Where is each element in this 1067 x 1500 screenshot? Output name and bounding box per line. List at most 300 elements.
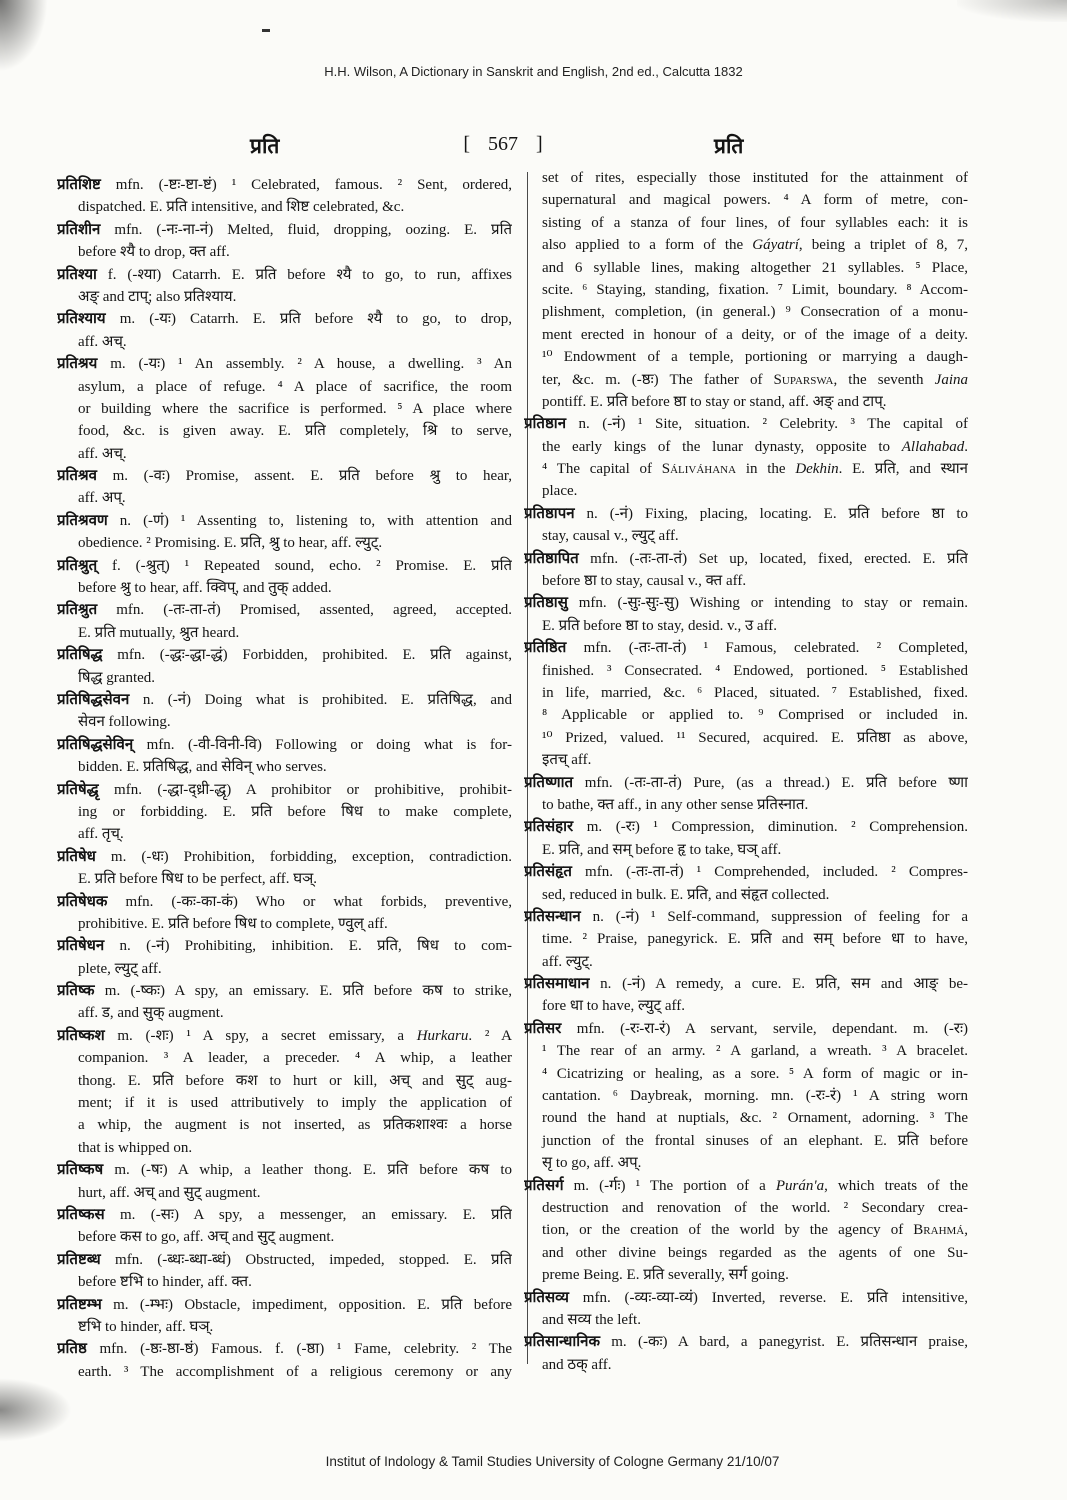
dictionary-entry <box>524 548 968 593</box>
entry-line <box>524 234 968 256</box>
headword: प्रतिषिद्ध <box>57 647 103 664</box>
entry-line <box>57 711 512 733</box>
entry-line <box>524 257 968 279</box>
entry-line <box>524 995 968 1017</box>
entry-text: ment; if it is used attributively to imply the application of <box>78 1095 512 1112</box>
entry-line <box>524 1063 968 1085</box>
entry-text: sisting of a stanza of four lines, of four syllables each: it is <box>542 214 968 231</box>
headword: प्रतिश्याय <box>57 311 106 328</box>
entry-first-line <box>524 548 968 570</box>
entry-first-line <box>57 935 512 957</box>
entry-text: pontiff. E. प्रति before ष्ठा to stay or stand, aff. अङ् and टाप्. <box>542 393 887 410</box>
dictionary-entry <box>57 1204 512 1249</box>
entry-text: dispatched. E. प्रति intensitive, and शिष्ट celebrated, &c. <box>78 199 405 216</box>
headword: प्रतिष्क <box>57 983 95 1000</box>
dictionary-entry <box>524 1331 968 1376</box>
entry-line <box>524 369 968 391</box>
entry-first-line <box>524 637 968 659</box>
entry-text: that is whipped on. <box>78 1139 193 1156</box>
entry-line <box>524 1130 968 1152</box>
dictionary-entry <box>57 465 512 510</box>
headword: प्रतिशीन <box>57 221 101 238</box>
entry-text: , which treats of the <box>824 1177 968 1194</box>
entry-text: aff. अच्. <box>78 333 127 350</box>
entry-text: E. प्रति before ष्ठा to stay, desid. v., उ aff. <box>542 617 778 634</box>
scan-shadow-top-left <box>0 0 48 72</box>
entry-line <box>57 1271 512 1293</box>
entry-text: इतच् aff. <box>542 752 592 769</box>
entry-line <box>524 1354 968 1376</box>
entry-first-line <box>524 503 968 525</box>
entry-text: tion, or the creation of the world by the agency of <box>542 1222 914 1239</box>
headword: प्रतिसर <box>524 1020 562 1037</box>
entry-text: aff. अप्. <box>78 490 126 507</box>
entry-text: food, &c. is given away. E. प्रति completely, श्रि to serve, <box>78 423 512 440</box>
entry-text: mfn. (-तः-ता-तं) Pure, (as a thread.) E. प्रति before ष्णा <box>584 774 968 791</box>
entry-first-line <box>57 510 512 532</box>
entry-line <box>524 660 968 682</box>
entry-first-line <box>57 353 512 375</box>
headword: प्रतिश्रव <box>57 468 97 485</box>
italic-term: Jaina <box>934 371 968 388</box>
headword: प्रतिसन्धान <box>524 908 581 925</box>
entry-line <box>524 525 968 547</box>
entry-line <box>57 286 512 308</box>
entry-line <box>57 376 512 398</box>
entry-line <box>524 570 968 592</box>
entry-text: fore धा to have, ल्युट् aff. <box>542 998 685 1015</box>
entry-line <box>524 794 968 816</box>
entry-line <box>57 1092 512 1114</box>
entry-line <box>524 1242 968 1264</box>
headword: प्रतिष्ठ <box>57 1341 87 1358</box>
entry-text: plishment, completion, (in general.) ⁹ Consecration of a monu- <box>542 304 968 321</box>
entry-text: mfn. (-कः-का-कं) Who or what forbids, preventive, <box>125 893 512 910</box>
entry-text: अङ् and टाप्; also प्रतिश्याय. <box>78 288 237 305</box>
entry-text: aff. अच्. <box>78 445 127 462</box>
headword: प्रतिष्कष <box>57 1162 104 1179</box>
dictionary-entry <box>57 689 512 734</box>
entry-first-line <box>524 816 968 838</box>
dictionary-entry <box>57 599 512 644</box>
italic-term: Gáyatrí <box>752 237 799 254</box>
entry-text: aff. ल्युट्. <box>542 953 593 970</box>
entry-first-line <box>524 592 968 614</box>
running-head-left: प्रति <box>250 133 280 158</box>
entry-line <box>524 951 968 973</box>
entry-first-line <box>57 1338 512 1360</box>
entry-first-line <box>57 779 512 801</box>
entry-text: ⁸ Applicable or applied to. ⁹ Comprised or included in. <box>542 707 968 724</box>
dictionary-entry <box>524 861 968 906</box>
italic-term: Dekhin <box>795 461 839 478</box>
entry-text: scite. ⁶ Staying, standing, fixation. ⁷ Limit, boundary. ⁸ Accom- <box>542 281 968 298</box>
entry-line <box>524 1107 968 1129</box>
entry-text: mfn. (-तः-ता-तं) ¹ Comprehended, included. ² Compres- <box>585 864 968 881</box>
entry-text: before श्यै to drop, क्त aff. <box>78 244 230 261</box>
dictionary-entry <box>57 644 512 689</box>
entry-text: mfn. (-तः-ता-तं) ¹ Famous, celebrated. ² Completed, <box>583 640 968 657</box>
italic-term: Allahabad <box>901 438 965 455</box>
entry-text: aff. ड, and सुक् augment. <box>78 1005 224 1022</box>
entry-text: or building where the sacrifice is performed. ⁵ A place where <box>78 400 512 417</box>
entry-line <box>57 1002 512 1024</box>
entry-text: ¹⁰ Endowment of a temple, portioning or marrying a daugh- <box>542 349 968 366</box>
headword: प्रतिषिद्धसेवन <box>57 691 130 708</box>
entry-line <box>524 189 968 211</box>
entry-first-line <box>57 1294 512 1316</box>
entry-text: ष्टभि to hinder, aff. घञ्. <box>78 1318 214 1335</box>
entry-line <box>524 167 968 189</box>
dictionary-entry <box>57 1338 512 1383</box>
entry-line <box>57 913 512 935</box>
dictionary-entry <box>57 1249 512 1294</box>
entry-text: and 6 syllable lines, making altogether 21 syllables. ⁵ Place, <box>542 259 968 276</box>
dictionary-entry <box>524 1175 968 1287</box>
headword: प्रतिष्ठान <box>524 416 567 433</box>
entry-text: n. (-नं) ¹ Self-command, suppression of feeling for a <box>592 908 968 925</box>
headword: प्रतिश्रवण <box>57 512 108 529</box>
entry-first-line <box>57 689 512 711</box>
entry-text: m. (-यः) Catarrh. E. प्रति before श्यै to go, to drop, <box>119 311 512 328</box>
entry-text: mfn. (-वी-विनी-वि) Following or doing what is for- <box>146 736 512 753</box>
entry-text: m. (-कः) A bard, a panegyrist. E. प्रतिसन्धान praise, <box>611 1334 968 1351</box>
entry-text: set of rites, especially those instituted for the attainment of <box>542 170 968 186</box>
dictionary-entry <box>57 779 512 846</box>
entry-line <box>524 301 968 323</box>
entry-line <box>524 1309 968 1331</box>
entry-line <box>524 279 968 301</box>
entry-text: mfn. (-तः-ता-तं) Promised, assented, agreed, accepted. <box>116 602 512 619</box>
entry-line <box>524 704 968 726</box>
digitization-credit: Institut of Indology & Tamil Studies University of Cologne Germany 21/10/07 <box>325 1454 780 1469</box>
headword: प्रतिषेद्धृ <box>57 781 99 798</box>
headword: प्रतिश्रय <box>57 356 98 373</box>
entry-line <box>524 682 968 704</box>
entry-text: n. (-नं) ¹ Site, situation. ² Celebrity. ³ The capital of <box>578 416 968 433</box>
entry-text: m. (-र्गः) ¹ The portion of a <box>573 1177 776 1194</box>
entry-text: mfn. (-नः-ना-नं) Melted, fluid, dropping, oozing. E. प्रति <box>114 221 512 238</box>
entry-line <box>57 823 512 845</box>
entry-text: mfn. (-सुः-सुः-सु) Wishing or intending to stay or remain. <box>578 595 968 612</box>
dictionary-entry <box>524 816 968 861</box>
entry-text: prohibitive. E. प्रति before षिध to complete, ण्वुल् aff. <box>78 915 388 932</box>
entry-text: cantation. ⁶ Daybreak, morning. mn. (-रः-रं) ¹ A string worn <box>542 1088 968 1105</box>
entry-line <box>524 839 968 861</box>
entry-text: the early kings of the lunar dynasty, opposite to <box>542 438 902 455</box>
headword: प्रतिषेधक <box>57 893 108 910</box>
left-column <box>57 174 512 1383</box>
headword: प्रतिसान्धानिक <box>524 1334 600 1351</box>
right-column <box>524 167 968 1376</box>
entry-text: finished. ³ Consecrated. ⁴ Endowed, portioned. ⁵ Established <box>542 662 968 679</box>
entry-text: and सव्य the left. <box>542 1311 641 1328</box>
entry-text: plete, ल्युट् aff. <box>78 960 162 977</box>
entry-text: before कस to go, aff. अच् and सुट् augment. <box>78 1229 335 1246</box>
scan-shadow-bottom-left <box>0 1378 72 1442</box>
entry-text: n. (-नं) Prohibiting, inhibition. E. प्रति, षिध to com- <box>119 938 512 955</box>
entry-line <box>57 196 512 218</box>
entry-first-line <box>57 219 512 241</box>
entry-line <box>524 458 968 480</box>
dictionary-entry <box>524 772 968 817</box>
entry-first-line <box>524 772 968 794</box>
entry-line <box>57 667 512 689</box>
entry-line <box>57 622 512 644</box>
entry-first-line <box>57 734 512 756</box>
entry-line <box>57 331 512 353</box>
source-citation: H.H. Wilson, A Dictionary in Sanskrit and English, 2nd ed., Calcutta 1832 <box>324 64 743 79</box>
entry-text: , being a triplet of 8, 7, <box>798 237 968 254</box>
entry-first-line <box>57 980 512 1002</box>
entry-text: . ² A <box>468 1027 512 1044</box>
entry-line <box>524 749 968 771</box>
continued-entry <box>524 167 968 413</box>
headword: प्रतिश्रुत् <box>57 557 98 574</box>
entry-first-line <box>57 555 512 577</box>
italic-term: Hurkaru <box>416 1027 469 1044</box>
entry-first-line <box>57 1249 512 1271</box>
entry-text: round the hand at nuptials, &c. ² Ornament, adorning. ³ The <box>542 1110 968 1127</box>
entry-text: m. (-वः) Promise, assent. E. प्रति before श्रु to hear, <box>112 468 512 485</box>
entry-line <box>57 1182 512 1204</box>
dictionary-entry <box>524 503 968 548</box>
entry-text: E. प्रति, and सम् before हृ to take, घञ् aff. <box>542 841 782 858</box>
entry-text: mfn. (-ब्धः-ब्धा-ब्धं) Obstructed, impeded, stopped. E. प्रति <box>115 1251 512 1268</box>
entry-text: n. (-नं) Doing what is prohibited. E. प्रतिषिद्ध, and <box>142 691 512 708</box>
entry-text: mfn. (-द्धः-द्धा-द्धं) Forbidden, prohibited. E. प्रति against, <box>117 647 512 664</box>
entry-first-line <box>524 1331 968 1353</box>
dictionary-entry <box>57 308 512 353</box>
dictionary-entry <box>524 592 968 637</box>
entry-first-line <box>524 973 968 995</box>
entry-first-line <box>57 846 512 868</box>
entry-first-line <box>57 1025 512 1047</box>
entry-text: f. (-श्या) Catarrh. E. प्रति before श्यै to go, to run, affixes <box>107 266 512 283</box>
entry-text: ⁴ Cicatrizing or healing, as a sore. ⁵ A form of magic or in- <box>542 1065 968 1082</box>
entry-line <box>57 801 512 823</box>
entry-text: m. (-षः) A whip, a leather thong. E. प्रति before कष to <box>114 1162 512 1179</box>
entry-line <box>524 436 968 458</box>
entry-text: stay, causal v., ल्युट् aff. <box>542 528 679 545</box>
dictionary-entry <box>57 980 512 1025</box>
dictionary-entry <box>57 891 512 936</box>
headword: प्रतिश्या <box>57 266 97 283</box>
entry-line <box>57 577 512 599</box>
entry-line <box>524 391 968 413</box>
entry-text: m. (-म्भः) Obstacle, impediment, opposition. E. प्रति before <box>113 1296 512 1313</box>
entry-first-line <box>57 891 512 913</box>
entry-text: obedience. ² Promising. E. प्रति, श्रु to hear, aff. ल्युट्. <box>78 535 383 552</box>
entry-text: a whip, the augment is not inserted, as प्रतिकशाश्वः a horse <box>78 1117 512 1134</box>
entry-text: . E. प्रति, and स्थान <box>838 461 968 478</box>
headword: प्रतिसंहृत <box>524 864 572 881</box>
entry-text: junction of the frontal sinuses of an elephant. E. प्रति before <box>542 1132 968 1149</box>
entry-text: n. (-नं) A remedy, a cure. E. प्रति, सम and आङ् be- <box>600 976 968 993</box>
entry-line <box>57 487 512 509</box>
dictionary-entry <box>57 174 512 219</box>
entry-text: E. प्रति before षिध to be perfect, aff. घञ्. <box>78 871 318 888</box>
entry-text: destruction and renovation of the world. ² Secondary crea- <box>542 1199 968 1216</box>
entry-text: asylum, a place of refuge. ⁴ A place of sacrifice, the room <box>78 378 512 395</box>
entry-text: n. (-णं) ¹ Assenting to, listening to, with attention and <box>119 512 512 529</box>
small-caps-name: Brahmá <box>913 1222 965 1239</box>
entry-line <box>57 443 512 465</box>
headword: प्रतिष्कस <box>57 1206 105 1223</box>
entry-text: m. (-शः) ¹ A spy, a secret emissary, a <box>117 1027 417 1044</box>
headword: प्रतिषिद्धसेविन् <box>57 736 134 753</box>
entry-line <box>524 727 968 749</box>
entry-text: सृ to go, aff. अप्. <box>542 1155 642 1172</box>
dictionary-entry <box>57 734 512 779</box>
entry-text: in the <box>736 461 796 478</box>
entry-first-line <box>524 413 968 435</box>
entry-line <box>57 1070 512 1092</box>
entry-line <box>57 532 512 554</box>
entry-line <box>524 928 968 950</box>
dictionary-entry <box>57 353 512 465</box>
entry-text: and ठक् aff. <box>542 1356 612 1373</box>
entry-text: षिद्ध granted. <box>78 669 156 686</box>
page-number: [ 567 ] <box>463 133 543 155</box>
headword: प्रतिष्ठापित <box>524 550 579 567</box>
dictionary-entry <box>57 1294 512 1339</box>
entry-first-line <box>57 644 512 666</box>
entry-text: mfn. (-द्धा-द्ध्री-द्धृ) A prohibitor or prohibitive, prohibit- <box>114 781 512 798</box>
scan-shadow-top-right <box>957 0 1067 22</box>
entry-text: f. (-श्रुत्) ¹ Repeated sound, echo. ² Promise. E. प्रति <box>112 557 512 574</box>
entry-text: m. (-ष्कः) A spy, an emissary. E. प्रति before कष to strike, <box>104 983 512 1000</box>
entry-first-line <box>57 1159 512 1181</box>
entry-text: ¹ The rear of an army. ² A garland, a wreath. ³ A bracelet. <box>542 1043 968 1060</box>
headword: प्रतिषेध <box>57 848 96 865</box>
entry-text: in life, married, &c. ⁶ Placed, situated. ⁷ Established, fixed. <box>542 684 968 701</box>
entry-line <box>57 756 512 778</box>
entry-first-line <box>57 1204 512 1226</box>
dictionary-entry <box>57 264 512 309</box>
entry-line <box>57 420 512 442</box>
entry-text: ⁴ The capital of <box>542 461 662 478</box>
entry-line <box>524 1264 968 1286</box>
entry-line <box>57 1226 512 1248</box>
entry-line <box>57 1047 512 1069</box>
entry-text: aff. तृच्. <box>78 826 124 843</box>
entry-text: sed, reduced in bulk. E. प्रति, and संहृत collected. <box>542 886 830 903</box>
entry-text: preme Being. E. प्रति severally, सर्ग going. <box>542 1267 789 1284</box>
headword: प्रतिसमाधान <box>524 976 590 993</box>
entry-line <box>57 958 512 980</box>
entry-line <box>524 346 968 368</box>
entry-text: time. ² Praise, panegyrick. E. प्रति and सम् before धा to have, <box>542 931 968 948</box>
dictionary-entry <box>57 510 512 555</box>
entry-text: earth. ³ The accomplishment of a religious ceremony or any <box>78 1363 512 1380</box>
entry-line <box>57 1137 512 1159</box>
entry-line <box>524 615 968 637</box>
entry-first-line <box>57 465 512 487</box>
running-head-right: प्रति <box>714 133 744 158</box>
headword: प्रतिष्टम्भ <box>57 1296 102 1313</box>
entry-text: E. प्रति mutually, श्रुत heard. <box>78 624 240 641</box>
entry-text: mfn. (-तः-ता-तं) Set up, located, fixed, erected. E. प्रति <box>590 550 968 567</box>
entry-text: hurt, aff. अच् and सुट् augment. <box>78 1184 261 1201</box>
entry-first-line <box>57 174 512 196</box>
entry-text: . <box>964 438 968 455</box>
entry-text: m. (-धः) Prohibition, forbidding, exception, contradiction. <box>110 848 512 865</box>
entry-line <box>524 1219 968 1241</box>
entry-line <box>57 398 512 420</box>
dictionary-entry <box>57 1159 512 1204</box>
dictionary-entry <box>524 1018 968 1175</box>
entry-text: before श्रु to hear, aff. क्विप्, and तुक् added. <box>78 580 332 597</box>
entry-first-line <box>524 906 968 928</box>
entry-text: ter, &c. m. (-ष्ठः) The father of <box>542 371 774 388</box>
entry-line <box>524 1152 968 1174</box>
entry-text: n. (-नं) Fixing, placing, locating. E. प्रति before ष्ठा to <box>586 505 968 522</box>
entry-line <box>524 1197 968 1219</box>
entry-first-line <box>57 264 512 286</box>
dictionary-entry <box>524 413 968 503</box>
small-caps-name: Sáliváhana <box>661 461 737 478</box>
entry-text: mfn. (-ष्ठः-ष्ठा-ष्ठं) Famous. f. (-ष्ठा) ¹ Fame, celebrity. ² The <box>99 1341 512 1358</box>
headword: प्रतिष्कश <box>57 1027 105 1044</box>
headword: प्रतिश्रुत <box>57 602 98 619</box>
entry-text: companion. ³ A leader, a preceder. ⁴ A whip, a leather <box>78 1050 512 1067</box>
dictionary-entry <box>57 1025 512 1159</box>
dictionary-entry <box>57 935 512 980</box>
entry-first-line <box>57 308 512 330</box>
entry-text: thong. E. प्रति before कश to hurt or kill, अच् and सुट् aug- <box>78 1072 512 1089</box>
italic-term: Purán'a <box>775 1177 825 1194</box>
entry-first-line <box>524 1287 968 1309</box>
entry-text: mfn. (-व्यः-व्या-व्यं) Inverted, reverse. E. प्रति intensitive, <box>582 1289 968 1306</box>
headword: प्रतिष्ठापन <box>524 505 575 522</box>
entry-line <box>57 868 512 890</box>
headword: प्रतिसर्ग <box>524 1177 564 1194</box>
headword: प्रतिषेधन <box>57 938 105 955</box>
entry-text: supernatural and magical powers. ⁴ A form of metre, con- <box>542 192 968 209</box>
entry-first-line <box>57 599 512 621</box>
dictionary-entry <box>524 637 968 771</box>
entry-text: bidden. E. प्रतिषिद्ध, and सेविन् who serves. <box>78 759 327 776</box>
entry-line <box>57 1361 512 1383</box>
headword: प्रतिशिष्ट <box>57 177 101 193</box>
headword: प्रतिसव्य <box>524 1289 569 1306</box>
entry-line <box>524 324 968 346</box>
headword: प्रतिष्ठासु <box>524 595 568 612</box>
entry-line <box>57 1316 512 1338</box>
entry-line <box>524 1040 968 1062</box>
headword: प्रतिष्ठित <box>524 640 567 657</box>
entry-text: place. <box>542 483 578 500</box>
entry-text: ¹⁰ Prized, valued. ¹¹ Secured, acquired. E. प्रतिष्ठा as above, <box>542 729 968 746</box>
entry-line <box>524 1085 968 1107</box>
entry-line <box>524 212 968 234</box>
entry-first-line <box>524 1018 968 1040</box>
dictionary-entry <box>57 219 512 264</box>
entry-first-line <box>524 1175 968 1197</box>
entry-text: also applied to a form of the <box>542 237 753 254</box>
small-caps-name: Suparswa <box>773 371 834 388</box>
dictionary-entry <box>524 1287 968 1332</box>
headword: प्रतिष्णात <box>524 774 574 791</box>
entry-text: m. (-यः) ¹ An assembly. ² A house, a dwelling. ³ An <box>110 356 512 373</box>
entry-text: mfn. (-ष्टः-ष्टा-ष्टं) ¹ Celebrated, famous. ² Sent, ordered, <box>115 177 512 193</box>
headword: प्रतिसंहार <box>524 819 574 836</box>
dictionary-entry <box>57 846 512 891</box>
entry-text: सेवन following. <box>78 714 171 731</box>
entry-text: , the seventh <box>833 371 935 388</box>
entry-text: ment erected in honour of a deity, or of the image of a deity. <box>542 326 968 343</box>
